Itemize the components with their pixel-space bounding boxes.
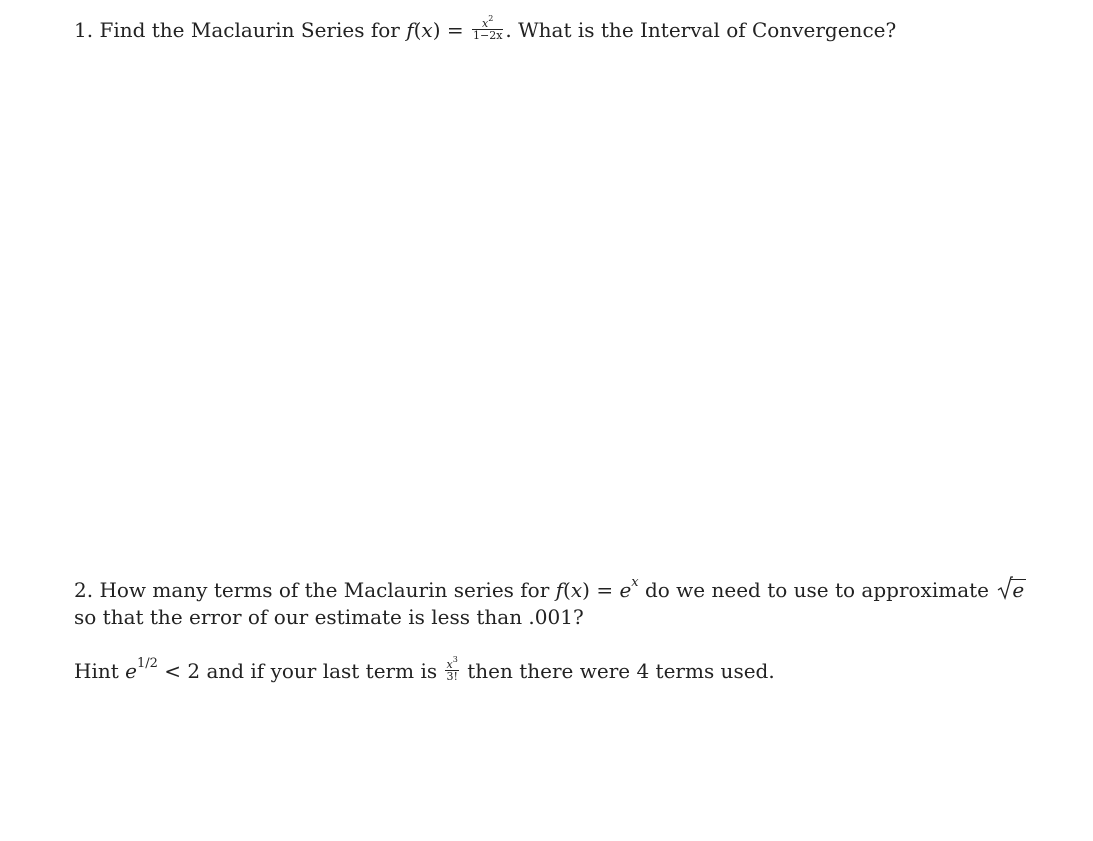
radical-icon [997, 576, 1013, 600]
q1-suffix: . What is the Interval of Convergence? [505, 18, 897, 42]
hint-prefix: Hint [74, 659, 119, 683]
q2-func-arg: x [570, 578, 583, 602]
hint-base: e [125, 659, 137, 683]
hint-suffix: then there were 4 terms used. [467, 659, 775, 683]
hint [74, 655, 775, 684]
q2-line2: so that the error of our estimate is less than .001? [74, 605, 584, 629]
q1-numerator: x [482, 17, 489, 30]
q1-func-arg: x [421, 18, 433, 42]
hint-inequality: < 2 and if your last term is [164, 659, 438, 683]
q2-radicand: e [1012, 578, 1025, 602]
hint-numerator-exp: 3 [452, 655, 458, 665]
question-2-line-2 [74, 605, 584, 629]
q2-exponent: x [631, 575, 639, 591]
q2-base: e [619, 578, 632, 602]
hint-denominator: 3! [446, 670, 458, 683]
q1-denominator: 1−2x [472, 29, 503, 42]
q2-middle: do we need to use to approximate [644, 578, 989, 602]
q2-prefix: 2. How many terms of the Maclaurin series for [74, 578, 550, 602]
question-2: 2. How many terms of the Maclaurin series for $f(x) = e^x$ do we need to use to approximate e [74, 575, 1025, 602]
hint-exponent: 1/2 [136, 656, 158, 672]
q1-func-name: f [406, 18, 414, 42]
q1-numerator-exp: 2 [488, 14, 494, 24]
sqrt-symbol [997, 578, 1026, 602]
hint-fraction [445, 655, 458, 683]
q1-fraction [472, 14, 503, 42]
question-1: 1. Find the Maclaurin Series for f(x) = $\frac{x^2}{1-2x}$ . What is the Interval of Convergence? [74, 14, 897, 42]
q1-prefix: 1. Find the Maclaurin Series for [74, 18, 400, 42]
hint-numerator: x [446, 658, 453, 671]
q2-equals: = [596, 578, 614, 602]
q2-func-name: f [555, 578, 564, 602]
